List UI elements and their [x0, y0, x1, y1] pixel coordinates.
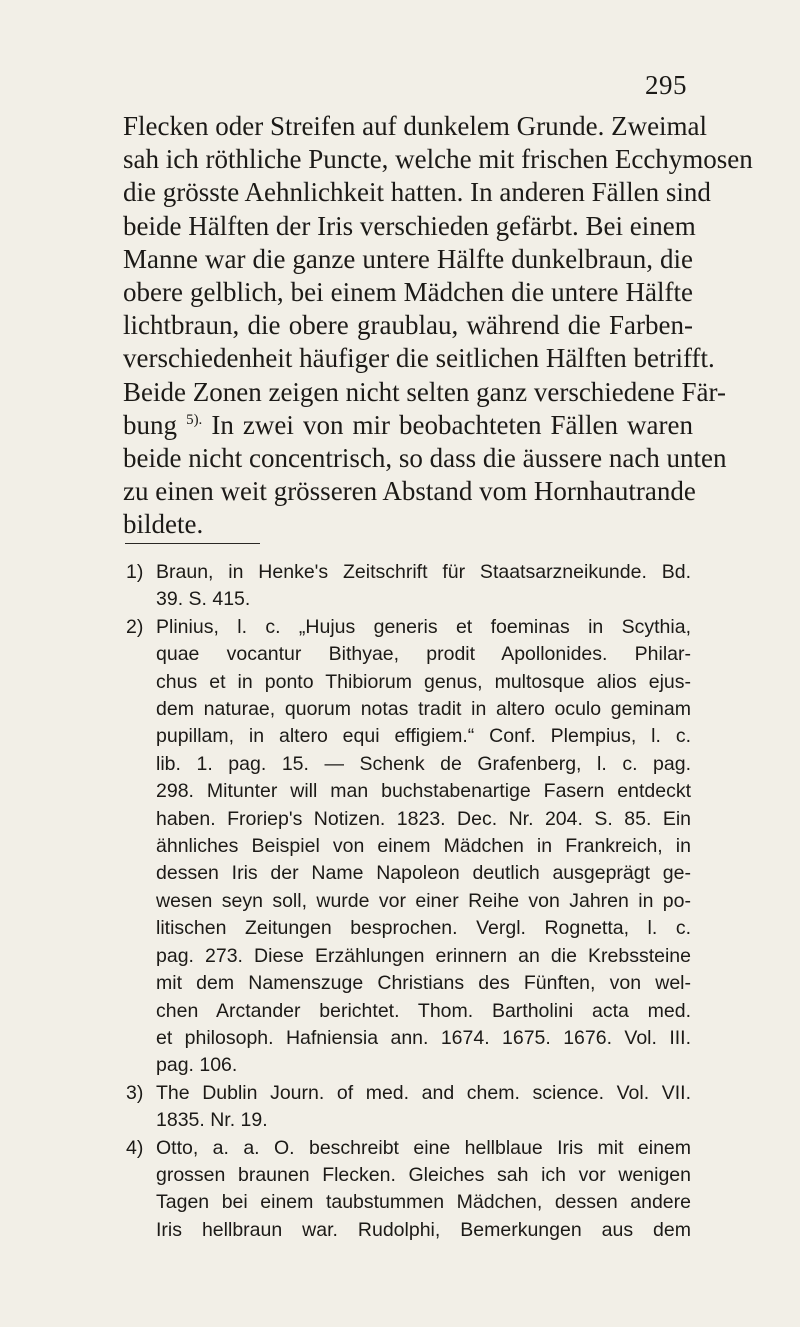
body-line: sah ich röthliche Puncte, welche mit frischen Ecchymosen — [123, 144, 753, 175]
body-line-prefix: bung — [123, 409, 177, 440]
body-line-suffix: In zwei von mir beobachteten Fällen waren — [211, 409, 694, 440]
footnote-marker: 3) — [126, 1081, 144, 1104]
footnote-line: Iris hellbraun war. Rudolphi, Bemerkungen aus dem — [156, 1218, 691, 1241]
footnote-line: chen Arctander berichtet. Thom. Bartholini acta med. — [156, 999, 691, 1022]
footnote-line: ähnliches Beispiel von einem Mädchen in Frankreich, in — [156, 835, 691, 858]
footnote-line: dessen Iris der Name Napoleon deutlich ausgeprägt ge- — [156, 862, 691, 885]
footnote-divider — [125, 543, 260, 544]
footnote-line: pag. 106. — [156, 1054, 238, 1077]
body-line: beide nicht concentrisch, so dass die äussere nach unten — [123, 443, 727, 474]
footnote-line: dem naturae, quorum notas tradit in altero oculo geminam — [156, 698, 691, 721]
footnote-marker: 1) — [126, 561, 144, 583]
footnote-line: mit dem Namenszuge Christians des Fünften, von wel- — [156, 972, 691, 995]
footnote-marker: 2) — [126, 615, 144, 638]
footnote-line: Otto, a. a. O. beschreibt eine hellblaue Iris mit einem — [156, 1136, 691, 1159]
page-number: 295 — [645, 70, 687, 100]
footnote-line: grossen braunen Flecken. Gleiches sah ich vor wenigen — [156, 1163, 691, 1186]
body-line: zu einen weit grösseren Abstand vom Hornhautrande — [123, 476, 696, 507]
footnote-line: chus et in ponto Thibiorum genus, multosque alios ejus- — [156, 670, 691, 693]
footnote-line: pupillam, in altero equi effigiem.“ Conf. Plempius, l. c. — [156, 725, 691, 748]
footnote-2 — [126, 614, 691, 1080]
footnote-1 — [126, 559, 691, 614]
body-line: lichtbraun, die obere graublau, während die Farben- — [123, 310, 693, 341]
footnote-3 — [126, 1080, 691, 1135]
body-line: obere gelblich, bei einem Mädchen die untere Hälfte — [123, 277, 693, 308]
footnote-line: lib. 1. pag. 15. — Schenk de Grafenberg, l. c. pag. — [156, 752, 691, 775]
footnote-line: 298. Mitunter will man buchstabenartige Fasern entdeckt — [156, 780, 691, 803]
footnote-line: et philosoph. Hafniensia ann. 1674. 1675. 1676. Vol. III. — [156, 1026, 691, 1049]
footnote-line: wesen seyn soll, wurde vor einer Reihe von Jahren in po- — [156, 889, 691, 912]
body-line: bildete. — [123, 509, 204, 540]
footnote-reference: 5). — [186, 411, 203, 428]
body-line: verschiedenheit häufiger die seitlichen Hälften betrifft. — [123, 343, 715, 374]
footnote-line: Tagen bei einem taubstummen Mädchen, dessen andere — [156, 1191, 691, 1214]
body-line: beide Hälften der Iris verschieden gefärbt. Bei einem — [123, 210, 696, 241]
footnote-line: 39. S. 415. — [156, 588, 251, 611]
footnote-marker: 4) — [126, 1136, 144, 1159]
body-line: Beide Zonen zeigen nicht selten ganz verschiedene Fär- — [123, 376, 726, 407]
footnote-line: pag. 273. Diese Erzählungen erinnern an die Krebssteine — [156, 944, 691, 967]
body-line: Flecken oder Streifen auf dunkelem Grunde. Zweimal — [123, 111, 708, 141]
footnote-line: litischen Zeitungen besprochen. Vergl. Rognetta, l. c. — [156, 917, 691, 940]
body-line-with-reference — [123, 409, 693, 442]
body-line: Manne war die ganze untere Hälfte dunkelbraun, die — [123, 243, 693, 274]
footnote-line: 1835. Nr. 19. — [156, 1109, 268, 1132]
footnote-4 — [126, 1135, 691, 1245]
footnotes — [126, 559, 691, 1244]
footnote-line: The Dublin Journ. of med. and chem. science. Vol. VII. — [156, 1081, 691, 1104]
footnote-line: haben. Froriep's Notizen. 1823. Dec. Nr. 204. S. 85. Ein — [156, 807, 691, 830]
footnote-line: Braun, in Henke's Zeitschrift für Staatsarzneikunde. Bd. — [156, 561, 691, 583]
footnote-line: Plinius, l. c. „Hujus generis et foeminas in Scythia, — [156, 615, 691, 638]
footnote-line: quae vocantur Bithyae, prodit Apollonides. Philar- — [156, 643, 691, 666]
main-paragraph — [123, 110, 753, 542]
body-line: die grösste Aehnlichkeit hatten. In anderen Fällen sind — [123, 177, 711, 208]
